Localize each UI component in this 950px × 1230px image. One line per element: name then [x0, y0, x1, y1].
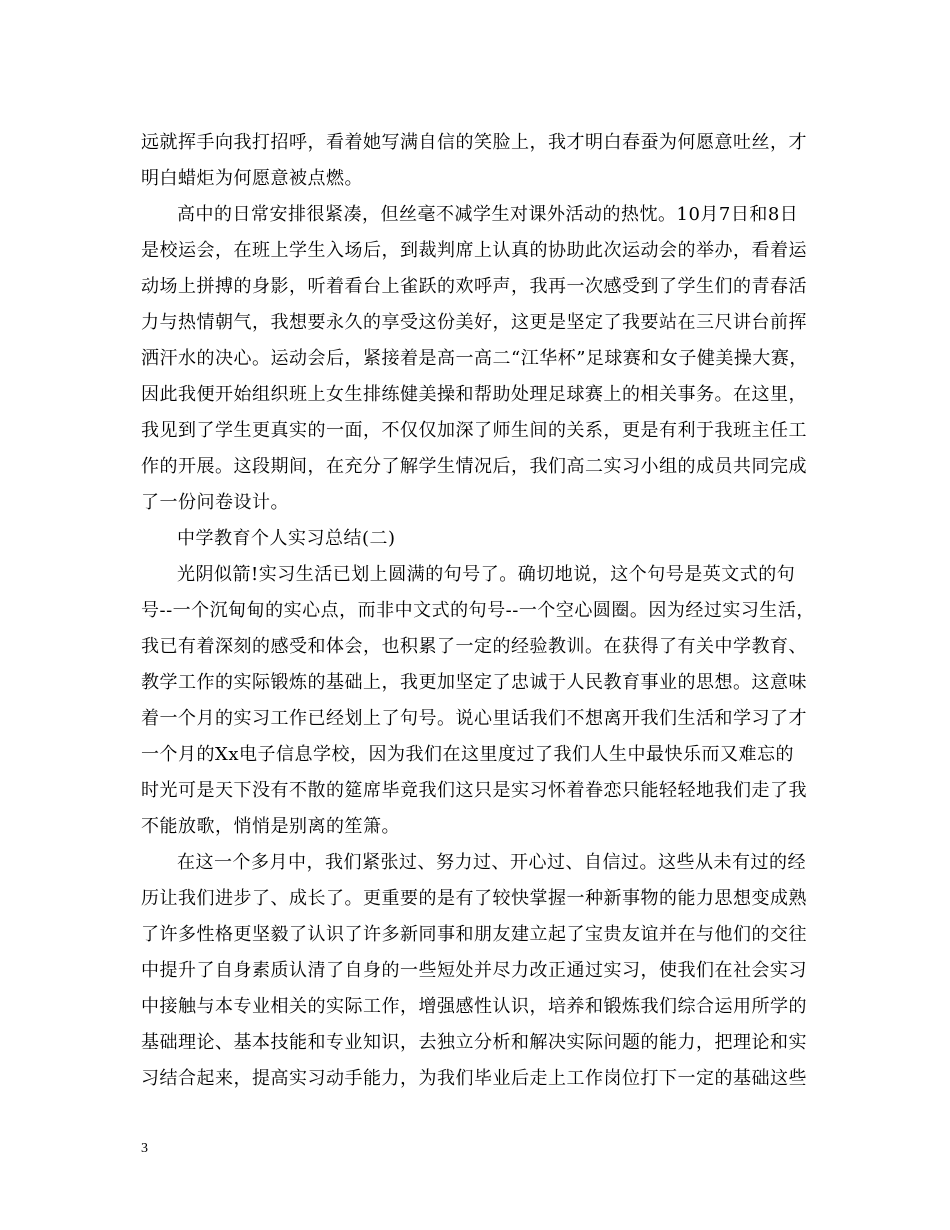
text-line: 一个月的Xx电子信息学校，因为我们在这里度过了我们人生中最快乐而又难忘的	[141, 744, 794, 765]
text-line: 教学工作的实际锻炼的基础上，我更加坚定了忠诚于人民教育事业的思想。这意味	[141, 672, 807, 693]
text-line: 历让我们进步了、成长了。更重要的是有了较快掌握一种新事物的能力思想变成熟	[141, 888, 807, 909]
section-heading: 中学教育个人实习总结(二)	[177, 528, 396, 549]
text-line: 时光可是天下没有不散的筵席毕竟我们这只是实习怀着眷恋只能轻轻地我们走了我	[141, 780, 807, 801]
text-line: 中提升了自身素质认清了自身的一些短处并尽力改正通过实习，使我们在社会实习	[141, 960, 807, 981]
text-line: 明白蜡炬为何愿意被点燃。	[141, 168, 363, 189]
text-line: 号--一个沉甸甸的实心点，而非中文式的句号--一个空心圆圈。因为经过实习生活，	[141, 600, 815, 621]
paragraph-first-line: 高中的日常安排很紧凑，但丝毫不减学生对课外活动的热忱。10月7日和8日	[177, 204, 799, 225]
text-line: 中接触与本专业相关的实际工作，增强感性认识，培养和锻炼我们综合运用所学的	[141, 996, 807, 1017]
text-line: 是校运会，在班上学生入场后，到裁判席上认真的协助此次运动会的举办，看着运	[141, 240, 807, 261]
text-line: 我见到了学生更真实的一面，不仅仅加深了师生间的关系，更是有利于我班主任工	[141, 420, 807, 441]
text-line: 洒汗水的决心。运动会后，紧接着是高一高二“江华杯”足球赛和女子健美操大赛，	[141, 348, 808, 369]
text-line: 作的开展。这段期间，在充分了解学生情况后，我们高二实习小组的成员共同完成	[141, 456, 807, 477]
paragraph-first-line: 光阴似箭!实习生活已划上圆满的句号了。确切地说，这个句号是英文式的句	[177, 564, 796, 585]
paragraph-first-line: 在这一个多月中，我们紧张过、努力过、开心过、自信过。这些从未有过的经	[177, 852, 806, 873]
text-line: 远就挥手向我打招呼，看着她写满自信的笑脸上，我才明白春蚕为何愿意吐丝，才	[141, 132, 807, 153]
text-line: 了许多性格更坚毅了认识了许多新同事和朋友建立起了宝贵友谊并在与他们的交往	[141, 924, 807, 945]
text-line: 不能放歌，悄悄是别离的笙箫。	[141, 816, 400, 837]
text-line: 了一份问卷设计。	[141, 492, 289, 513]
text-line: 因此我便开始组织班上女生排练健美操和帮助处理足球赛上的相关事务。在这里，	[141, 384, 807, 405]
page-number: 3	[141, 1141, 148, 1156]
text-line: 着一个月的实习工作已经划上了句号。说心里话我们不想离开我们生活和学习了才	[141, 708, 807, 729]
text-line: 习结合起来，提高实习动手能力，为我们毕业后走上工作岗位打下一定的基础这些	[141, 1068, 807, 1089]
text-line: 我已有着深刻的感受和体会，也积累了一定的经验教训。在获得了有关中学教育、	[141, 636, 807, 657]
text-line: 基础理论、基本技能和专业知识，去独立分析和解决实际问题的能力，把理论和实	[141, 1032, 807, 1053]
text-line: 力与热情朝气，我想要永久的享受这份美好，这更是坚定了我要站在三尺讲台前挥	[141, 312, 807, 333]
text-line: 动场上拼搏的身影，听着看台上雀跃的欢呼声，我再一次感受到了学生们的青春活	[141, 276, 807, 297]
